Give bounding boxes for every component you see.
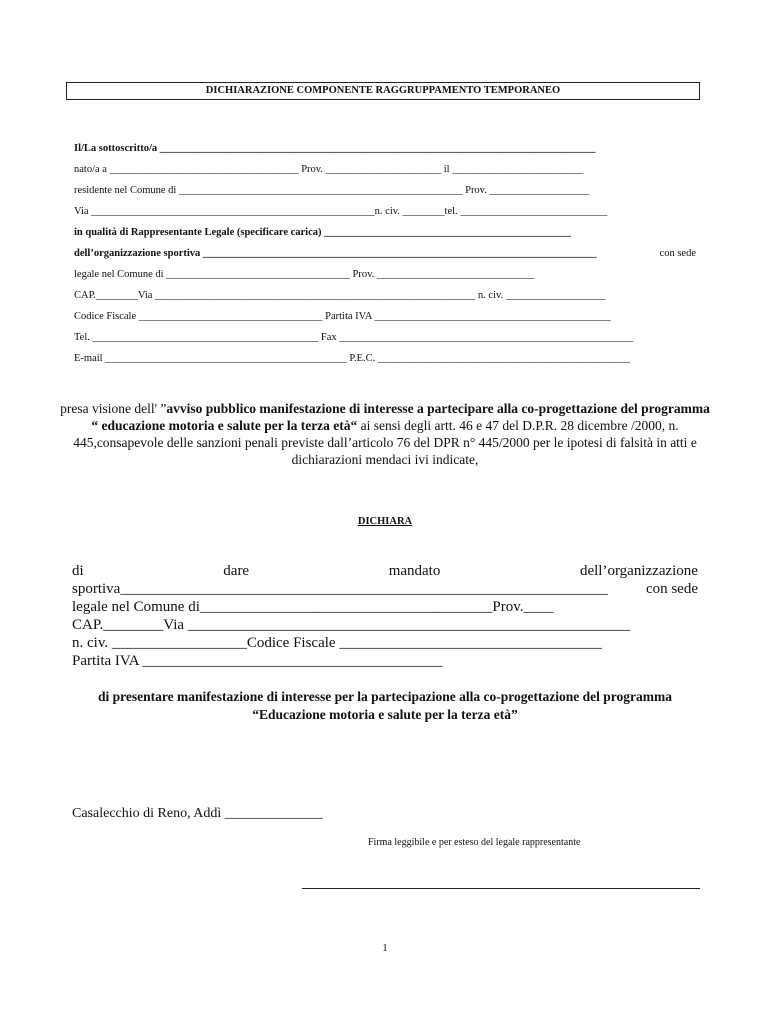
mandato-word-dare: dare bbox=[223, 563, 250, 579]
field-nato: nato/a a ____________________________________ Prov. ______________________ il _________________________ bbox=[74, 164, 584, 175]
field-qualita: in qualità di Rappresentante Legale (specificare carica) _______________________________________________ bbox=[74, 227, 571, 238]
field-email: E-mail ______________________________________________ P.E.C. ________________________________________________ bbox=[74, 353, 630, 364]
mandato-iva: Partita IVA ________________________________________ bbox=[72, 653, 443, 669]
mandato-line1 bbox=[72, 562, 698, 580]
field-codice-fiscale: Codice Fiscale ___________________________________ Partita IVA _____________________________________________ bbox=[74, 311, 611, 322]
mandato-word-mandato: mandato bbox=[388, 563, 441, 579]
mandato-line2 bbox=[72, 580, 698, 598]
field-org-sede: con sede bbox=[659, 248, 696, 259]
mandato-word-organizzazione: dell’organizzazione bbox=[579, 563, 698, 579]
field-sottoscritto: Il/La sottoscritto/a ___________________________________________________________________________________ bbox=[74, 143, 596, 154]
signature-line bbox=[302, 888, 700, 889]
intro-part1: presa visione dell' ” bbox=[60, 401, 167, 416]
field-via: Via ______________________________________________________n. civ. ________tel. ____________________________ bbox=[74, 206, 608, 217]
dichiara-heading: DICHIARA bbox=[357, 516, 413, 527]
mandato-sportiva: sportiva_________________________________________________________________ bbox=[72, 581, 608, 597]
mandato-word-di: di bbox=[72, 563, 84, 579]
field-organizzazione bbox=[74, 247, 696, 261]
intro-part3: ai sensi degli artt. 46 e 47 del D.P.R. 28 dicembre /2000, n. 445,consapevole delle sanzioni penali previste dall’articolo 76 del DPR n° 445/2000 per le ipotesi di falsità in atti e dichiarazioni mendaci ivi indicate, bbox=[73, 418, 697, 467]
field-org-label: dell’organizzazione sportiva ___________________________________________________________________________ bbox=[74, 248, 597, 259]
place-date-line: Casalecchio di Reno, Addì ______________ bbox=[72, 806, 323, 821]
mandato-civ: n. civ. __________________Codice Fiscale ___________________________________ bbox=[72, 635, 602, 651]
field-legale: legale nel Comune di ___________________________________ Prov. ______________________________ bbox=[74, 269, 535, 280]
page-number: 1 bbox=[382, 942, 388, 954]
mandato-sede: con sede bbox=[645, 581, 698, 597]
presentare-paragraph: di presentare manifestazione di interesse per la partecipazione alla co-progettazione del programma “Educazione motoria e salute per la terza età” bbox=[97, 689, 673, 722]
field-residente: residente nel Comune di ______________________________________________________ Prov. ___________________ bbox=[74, 185, 590, 196]
document-title: DICHIARAZIONE COMPONENTE RAGGRUPPAMENTO TEMPORANEO bbox=[66, 82, 700, 100]
field-cap: CAP.________Via _____________________________________________________________ n. civ. ___________________ bbox=[74, 290, 606, 301]
mandato-cap: CAP.________Via ___________________________________________________________ bbox=[72, 617, 631, 633]
intro-part2: avviso pubblico manifestazione di interesse a partecipare alla co-progettazione del programma “ educazione motoria e salute per la terza età“ bbox=[91, 401, 710, 433]
intro-paragraph bbox=[60, 400, 710, 468]
mandato-legale: legale nel Comune di_______________________________________Prov.____ bbox=[72, 599, 554, 615]
field-tel: Tel. ___________________________________________ Fax ________________________________________________________ bbox=[74, 332, 634, 343]
firma-label: Firma leggibile e per esteso del legale rappresentante bbox=[368, 837, 581, 848]
